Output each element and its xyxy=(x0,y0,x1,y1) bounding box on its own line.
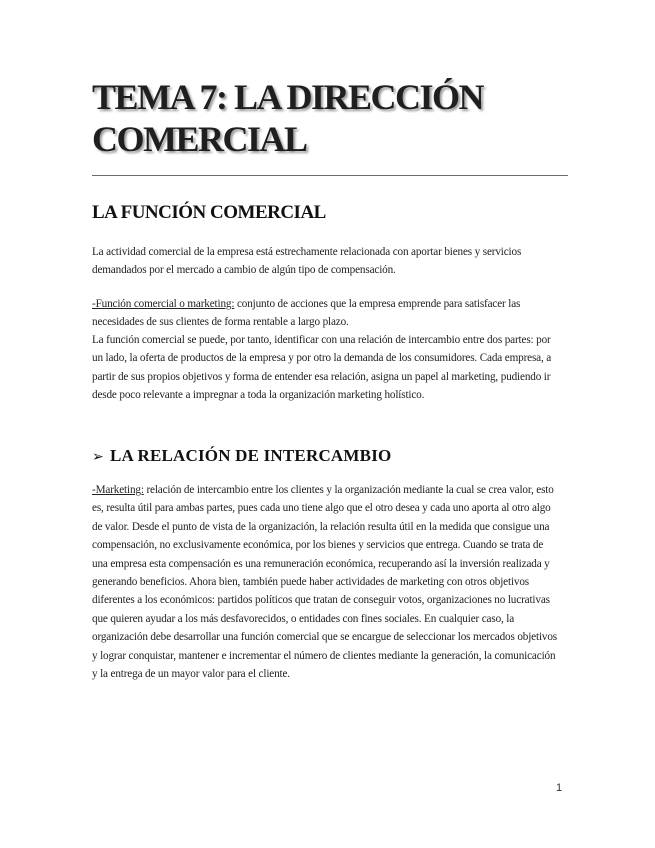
intro-paragraph: La actividad comercial de la empresa está estrechamente relacionada con aportar bienes y servicios demandados por el mercado a cambio de algún tipo de compensación. xyxy=(92,246,522,277)
document-title: TEMA 7: LA DIRECCIÓN COMERCIAL xyxy=(92,77,484,159)
funcion-definition-paragraph xyxy=(92,295,557,332)
subheading-relacion xyxy=(92,446,391,466)
title-divider xyxy=(92,175,568,176)
marketing-paragraph xyxy=(92,481,557,683)
marketing-text: relación de intercambio entre los clientes y la organización mediante la cual se crea valor, esto es, resulta útil para ambas partes, pues cada uno tiene algo que el otro desea y cada uno aporta al otro algo de valor. Desde el punto de vista de la organización, la relación resulta útil en la medida que consigue una compensación, no exclusivamente económica, por los bienes y servicios que entrega. Cuando se trata de una empresa esta compensación es una remuneración económica, recuperando así la inversión realizada y generando beneficios. Ahora bien, también puede haber actividades de marketing con otros objetivos diferentes a los económicos: partidos políticos que tratan de conseguir votos, organizaciones no lucrativas que quieren ayudar a los más desfavorecidos, o entidades con fines sociales. En cualquier caso, la organización debe desarrollar una función comercial que se encargue de seleccionar los mercados objetivos y lograr conquistar, mantener e incrementar el número de clientes mediante la generación, la comunicación y la entrega de un mayor valor para el cliente. xyxy=(92,484,558,681)
section-heading: LA FUNCIÓN COMERCIAL xyxy=(92,202,326,223)
marketing-term: -Marketing: xyxy=(92,484,144,496)
subheading-text: LA RELACIÓN DE INTERCAMBIO xyxy=(109,446,392,465)
page-number: 1 xyxy=(556,782,563,794)
funcion-definition: conjunto de acciones que la empresa emprende para satisfacer las necesidades de sus clientes de forma rentable a largo plazo. xyxy=(92,298,521,329)
funcion-term: -Función comercial o marketing: xyxy=(92,298,235,310)
funcion-paragraph: La función comercial se puede, por tanto, identificar con una relación de intercambio entre dos partes: por un lado, la oferta de productos de la empresa y por otro la demanda de los consumidores. Cada empresa, a partir de sus propios objetivos y forma de entender esa relación, asigna un papel al marketing, pudiendo ir desde poco relevante a impregnar a toda la organización marketing holístico. xyxy=(92,334,552,402)
arrow-bullet-icon: ➢ xyxy=(92,449,104,465)
